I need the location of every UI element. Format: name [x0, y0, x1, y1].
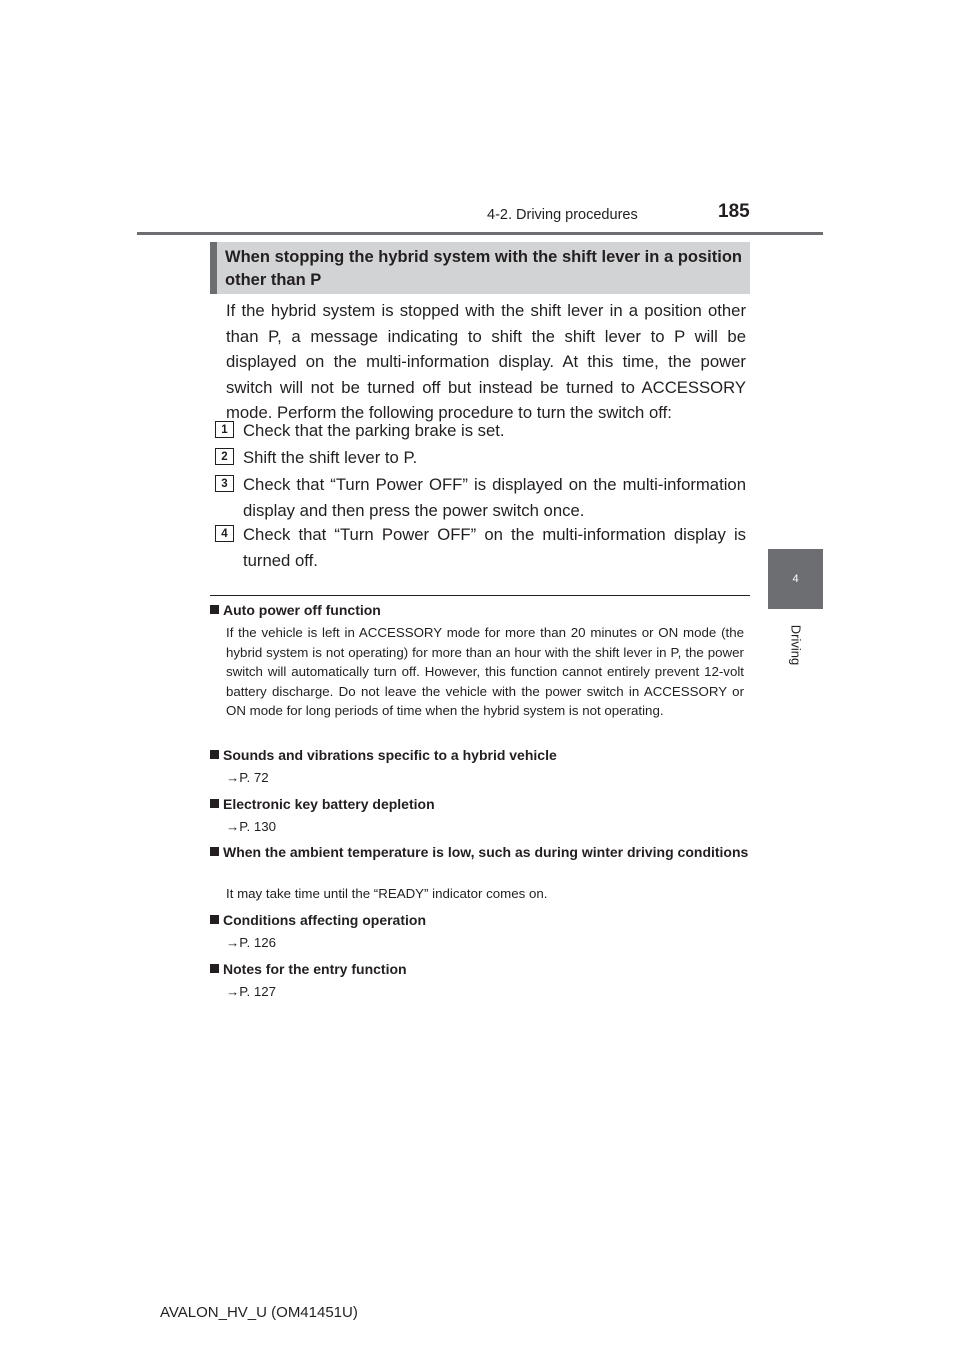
intro-paragraph: If the hybrid system is stopped with the shift lever in a position other than P, a message indicating to shift the shift lever to P will be displayed on the multi-information display. At this time, the power switch will not be turned off but instead be turned to ACCESSORY mode. Perform the following procedure to turn the switch off:: [226, 301, 746, 422]
note-reference-link[interactable]: →P. 126: [226, 935, 277, 950]
chapter-label-text: Driving: [788, 624, 803, 666]
note-title: Auto power off function: [210, 601, 750, 619]
step-item: [215, 472, 746, 523]
square-bullet-icon: [210, 915, 219, 924]
step-number-badge: 1: [215, 421, 234, 438]
page-number: 185: [718, 201, 750, 222]
step-text: Check that “Turn Power OFF” on the multi-information display is turned off.: [243, 525, 746, 570]
note-title: Electronic key battery depletion: [210, 795, 750, 813]
square-bullet-icon: [210, 799, 219, 808]
chapter-label: [768, 620, 823, 670]
step-item: [215, 445, 746, 471]
note-reference-link[interactable]: →P. 72: [226, 770, 269, 785]
notes-divider: [210, 595, 750, 596]
note-reference-link[interactable]: →P. 130: [226, 819, 277, 834]
square-bullet-icon: [210, 847, 219, 856]
step-item: [215, 418, 746, 444]
note-title: Sounds and vibrations specific to a hybrid vehicle: [210, 746, 750, 764]
note-title: Notes for the entry function: [210, 960, 750, 978]
document-code: AVALON_HV_U (OM41451U): [160, 1304, 358, 1321]
section-heading-box: [210, 242, 750, 294]
note-body: If the vehicle is left in ACCESSORY mode for more than 20 minutes or ON mode (the hybrid system is not operating) for more than an hour with the shift lever in P, the power switch will automatically turn off. However, this function cannot entirely prevent 12-volt battery discharge. Do not leave the vehicle with the power switch in ACCESSORY or ON mode for long periods of time when the hybrid system is not operating.: [226, 625, 744, 718]
square-bullet-icon: [210, 964, 219, 973]
header-rule: [137, 232, 823, 235]
section-heading: When stopping the hybrid system with the shift lever in a position other than P: [225, 248, 742, 289]
step-item: [215, 522, 746, 573]
note-body: It may take time until the “READY” indicator comes on.: [226, 886, 548, 901]
section-header: 4-2. Driving procedures: [487, 207, 638, 223]
chapter-tab[interactable]: [768, 549, 823, 609]
step-text: Shift the shift lever to P.: [243, 448, 418, 467]
note-title: Conditions affecting operation: [210, 911, 750, 929]
step-number-badge: 2: [215, 448, 234, 465]
step-number-badge: 4: [215, 525, 234, 542]
chapter-number: 4: [792, 573, 799, 585]
note-title: When the ambient temperature is low, such as during winter driving conditions: [210, 843, 750, 861]
step-text: Check that the parking brake is set.: [243, 421, 505, 440]
square-bullet-icon: [210, 750, 219, 759]
step-number-badge: 3: [215, 475, 234, 492]
square-bullet-icon: [210, 605, 219, 614]
step-text: Check that “Turn Power OFF” is displayed on the multi-information display and then press the power switch once.: [243, 475, 746, 520]
note-reference-link[interactable]: →P. 127: [226, 984, 277, 999]
